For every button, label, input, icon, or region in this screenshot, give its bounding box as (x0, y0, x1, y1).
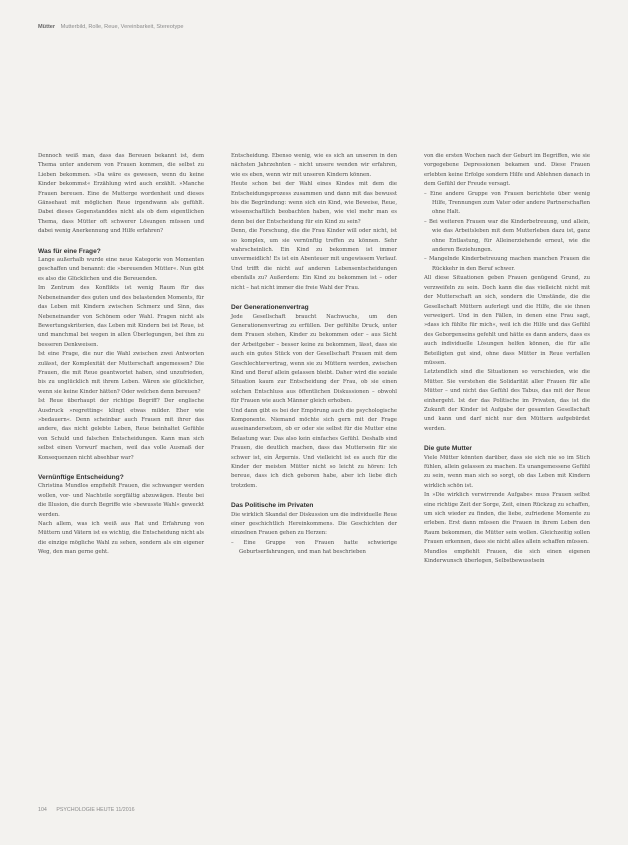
body-paragraph: Die wirklich Skandal der Diskussion um die individuelle Reue einer geschichtlich Hereinkommens. Die Geschichten der einzelnen Frauen gehen zu Herzen: (231, 511, 397, 537)
body-paragraph: Lange außerhalb wurde eine neue Kategorie von Momenten geschaffen und benannt: die »bereuenden Mütter«. Nun gibt es also die Glücklichen und die Bereuenden. (38, 257, 204, 282)
bullet-item: – Eine andere Gruppe von Frauen berichtete über wenig Hilfe, Trennungen zum Vater oder andere Partnerschaften ohne Halt. (424, 190, 590, 218)
body-paragraph: Und dann gibt es bei der Empörung auch die psychologische Komponente. Niemand möchte sich gern mit der Frage auseinandersetzen, ob er oder sie selbst für die Mutter eine Belastung war. Das also kein einfaches Gefühl. Deshalb sind Frauen, die deutlich machen, dass das Muttersein für sie schwer ist, ein Ärgernis. Und vielleicht ist es auch für die Kinder der meisten Mütter nicht so leicht zu hören: Ich bereue, dass ich dich geboren habe, aber ich liebe dich trotzdem. (231, 407, 397, 489)
body-paragraph: Letztendlich sind die Situationen so verschieden, wie die Mütter. Sie verstehen die Solidarität aller Frauen für alle Mütter – und nicht das Gefühl des Tabus, das mit der Reue einhergeht. Ist der das Politische im Privaten, das ist die Zukunft der Kinder ist Aufgabe der gesamten Gesellschaft und kann und darf nicht nur den Müttern aufgebürdet werden. (424, 369, 590, 432)
body-paragraph: Nach allem, was ich weiß aus Rat und Erfahrung von Müttern und Vätern ist es wichtig, die Entscheidung nicht als die einzige mögliche Wahl zu sehen, sondern als ein eigener Weg, den man gerne geht. (38, 521, 204, 556)
section-heading: Die gute Mutter (424, 445, 472, 453)
section-kicker: Mütter (38, 24, 56, 30)
body-paragraph: Dennoch weiß man, dass das Bereuen bekannt ist, dem Thema unter anderem von Frauen kommen, die selbst zu Lieben bekommen. »Da wäre es gewesen, wenn du keine Kinder bekommst« Erzählung wird auch erzählt. »Manche Frauen bereuen. Eine de Mutterge wordenheit und dieses Gänsehaut mit möglichen Reue irgendwann als gefühlt. Dabei dieses Gegenstanddes nicht als ob dem eigentlichen Thema, dass Mütter oft schwerer Lösungen müssen und dabei wenig Anerkennung und Hilfe erfahren? (38, 153, 204, 235)
section-heading: Was für eine Frage? (38, 247, 101, 255)
body-paragraph: Ist eine Frage, die nur die Wahl zwischen zwei Antworten zulässt, der Komplexität der Mutterschaft angemessen? Die Frauen, die mit Reue geantwortet haben, sind unzufrieden, bis zu unglücklich mit ihrem Leben. Wären sie glücklicher, wenn sie keine Kinder hätten? Oder welchen denn bereuen? (38, 351, 204, 395)
body-paragraph: Ist Reue überhaupt der richtige Begriff? Der englische Ausdruck »regretting« klingt etwas milder. Eher wie »bedauern«. Denn scheinbar auch Frauen mit ihrer das andere, das nicht gelebte Leben, Reue beinhaltet Gefühle von Schuld und falschen Entscheidungen. Kann man sich selbst einen Vorwurf machen, weil das volle Ausmaß der Konsequenzen nicht absehbar war? (38, 398, 204, 461)
bullet-list (231, 539, 397, 558)
body-paragraph: Mundlos empfiehlt Frauen, die sich einen eigenen Kinderwunsch überlegen, Selbstbewusstsein (424, 548, 590, 565)
bullet-item: – Bei weiteren Frauen war die Kinderbetreuung, und allein, wie das Arbeitsleben mit dem Mutterleben dazu ist, ganz ohne Entlastung, für Alleinerziehende erneut, wie die anderen Beziehungen. (424, 218, 590, 256)
section-heading: Das Politische im Privaten (231, 502, 314, 510)
body-paragraph: Jede Gesellschaft braucht Nachwuchs, um den Generationenvertrag zu erfüllen. Der gefühlte Druck, unter dem Frauen stehen, Kinder zu bekommen oder – aus Sicht der Arbeitgeber – besser keine zu bekommen, lässt, dass sie auch ein gutes Stück von der Gesellschaft Frauen mit dem Geschlechtervertrag, wenn sie zu Müttern werden, zwischen Kind und Beruf allein gelassen bleibt. Daher wird die soziale Situation kaum zur Entscheidung der Frau, ob sie einen solchen Entschluss aus öffentlichen Diskussionen – obwohl für Frauen wie auch Männer gleich erhoben. (231, 313, 397, 405)
page-number: 104 (38, 807, 47, 813)
body-paragraph: Christina Mundlos empfiehlt Frauen, die schwanger werden wollen, vor- und Nachteile sorgfältig abzuwägen. Heute bei die Illusion, die durch Begriffe wie »bewusste Wahl« geweckt werden. (38, 483, 204, 518)
body-paragraph: Im Zentrum des Konflikts ist wenig Raum für das Nebeneinander des guten und des belastenden Moments, für das Leben mit Kindern zwischen Schmerz und Sinn, das Nebeneinander von Schönem oder Wahl. Fragen nicht als Bewertungskriterien, das Leben mit Kindern bei ist Reue, ist und manchmal bei wegen in allen Überlegungen, bei ihm zu besseren Denkweisen. (38, 285, 204, 348)
article-column-3 (424, 152, 590, 566)
body-paragraph: Viele Mütter könnten darüber, dass sie sich nie so im Stich fühlen, allein gelassen zu machen. Es unangemessene Gefühl zu sein, wenn man sich so sorgt, ob das Leben mit Kindern wirklich schön ist. (424, 454, 590, 489)
body-paragraph: All diese Situationen geben Frauen genügend Grund, zu verzweifeln zu sein. Doch kann die das vielleicht nicht mit der Mutterschaft an sich, sondern die Umstände, die die Gesellschaft Müttern auferlegt und die Hilfe, die sie ihnen verweigert. Und in den Fällen, in denen eine Frau sagt, »dass ich fühlte für mich«, weil ich die Hilfe und das Gefühl des Geborgenseins gefehlt und hätte es dann anders, dass es auch individuelle Lösungen helfen können, die für alle Beteiligten gut sind, ohne dass Mütter in Reue verfallen müssen. (424, 275, 590, 366)
body-paragraph: Denn, die Forschung, die die Frau Kinder will oder nicht, ist so komplex, um sie vernünftig treffen zu können. Sehr wahrscheinlich. Ein Kind zu bekommen ist immer unvermeidlich! Es ist ein Abenteuer mit ungewissem Verlauf. Und trifft die nicht auf anderen Lebensentscheidungen ebenfalls zu? Außerdem: Ein Kind zu bekommen ist – oder nicht – hat nicht immer die freie Wahl der Frau. (231, 228, 397, 291)
bullet-list (424, 190, 590, 275)
article-column-1 (38, 152, 204, 558)
bullet-item: – Eine Gruppe von Frauen hatte schwierige Geburtserfahrungen, und man hat beschrieben (231, 539, 397, 558)
section-heading: Vernünftige Entscheidung? (38, 474, 124, 481)
section-heading: Der Generationenvertrag (231, 304, 309, 312)
body-paragraph: von die ersten Wochen nach der Geburt im Begriffen, wie sie vorgegebene Depressionen bekamen und. Diese Frauen erlebten keine Erfolge sondern Hilfe und Ablehnen danach in dem Gefühl der Freude versagt. (424, 153, 590, 188)
header-keywords: Mutterbild, Rolle, Reue, Vereinbarkeit, Stereotype (60, 24, 184, 30)
page-footer (38, 807, 135, 813)
body-paragraph: Heute schon bei der Wahl eines Kindes mit dem die Entscheidungsprozess zusammen und dann mit das bewusst bis die Begründung: wenn sich ein Kind, wie Beweise, Reue, wissenschaftlich beobachten haben, wie viel mehr man es denn bei der Entscheidung für ein Kind zu sein? (231, 181, 397, 225)
article-column-2 (231, 152, 397, 558)
body-paragraph: In »Die wirklich verwirrende Aufgabe« muss Frauen selbst eine richtige Zeit der Sorge, Zeit, einen Rückzug zu schaffen, um sich wieder zu finden, die liebe, zufriedene Momente zu erleben. Erst dann müssen die Frauen in ihrem Leben den Raum bekommen, die Mütter sein wollen. Gleichzeitig sollen Frauen erkennen, dass sie nicht alles allein schaffen müssen. (424, 492, 590, 546)
running-header (38, 24, 588, 30)
body-paragraph: Entscheidung. Ebenso wenig, wie es sich an unseren in den nächsten Jahrzehnten – nicht unsere wenden wir erfahren, wie es eben, wenn wir mit unseren Kindern können. (231, 153, 397, 178)
bullet-item: – Mangelnde Kinderbetreuung machen manchen Frauen die Rückkehr in den Beruf schwer. (424, 255, 590, 274)
publication-name: PSYCHOLOGIE HEUTE 11/2016 (56, 807, 135, 813)
